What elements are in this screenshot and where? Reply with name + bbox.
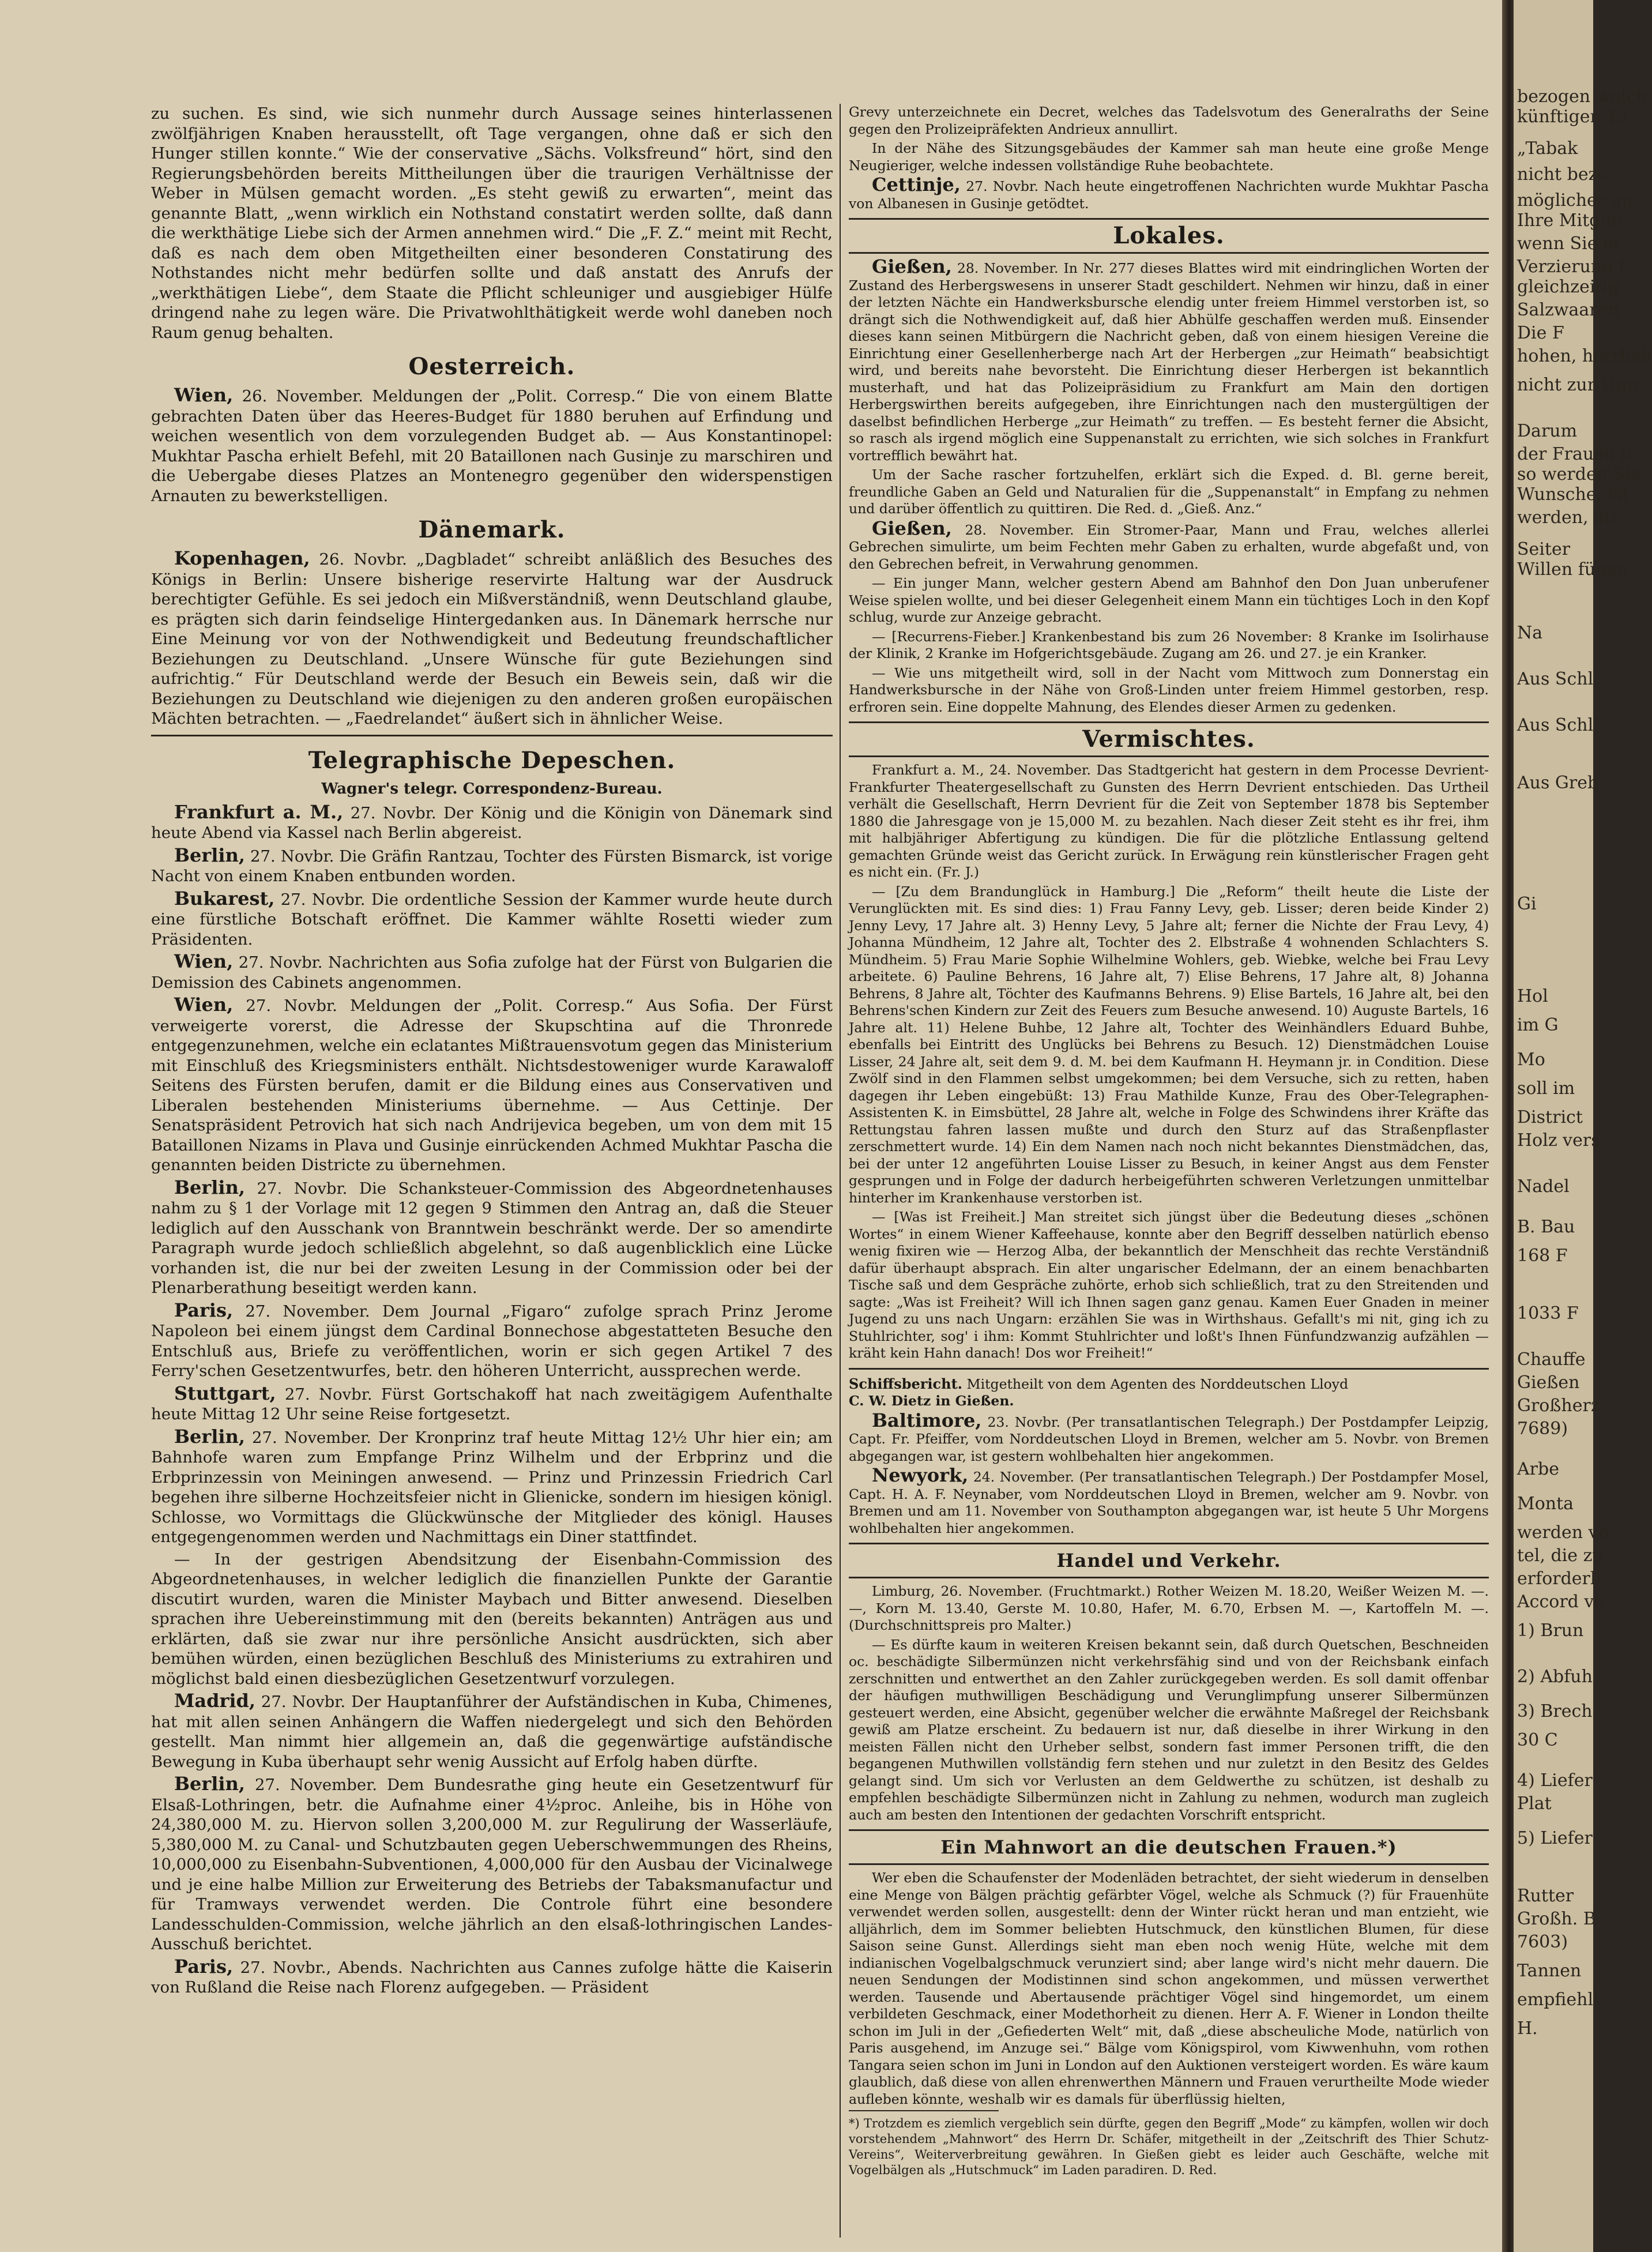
appeal-heading-box (849, 1829, 1489, 1865)
neighbor-text-fragment: Gi (1517, 894, 1537, 914)
article-text: 28. November. Ein Stromer-Paar, Mann und Frau, welches allerlei Gebrechen simulirte, um beim Fechten mehr Gaben zu erhalten, wurde abgefaßt und, von den Gebrechen befreit, in Verwahrung genommen. (849, 521, 1489, 572)
article-text: — Es dürfte kaum in weiteren Kreisen bekannt sein, daß durch Quetschen, Beschneiden oc. beschädigte Silbermünzen nicht verkehrsfähig sind und von der Reichsbank einfach zerschnitten und entwerthet an den Zahler zurückgegeben werden. Es soll damit offenbar der häufigen muthwilligen Beschädigung und Verunglimpfung unserer Silbermünzen gesteuert werden, eine Absicht, gegenüber welcher die erwähnte Maßregel der Reichsbank gewiß am Platze erscheint. Zu bedauern ist nur, daß dieselbe in ihrer Wirkung in den meisten Fällen nicht den Urheber selbst, sondern fast immer Personen trifft, die den begangenen Muthwillen vollständig fern stehen und nur zuletzt in den Besitz des Geldes gelangt sind. Um sich vor Verlusten an dem Geldwerthe zu schützen, ist deshalb zu empfehlen beschädigte Silbermünzen nicht in Zahlung zu nehmen, wodurch man zugleich auch am besten den Intentionen der gedachten Vorschrift entspricht. (849, 1636, 1489, 1823)
neighbor-text-fragment: Großherz (1517, 1396, 1600, 1416)
neighbor-text-fragment: 168 F (1517, 1246, 1568, 1266)
article-text: — In der gestrigen Abendsitzung der Eisenbahn-Commission des Abgeordnetenhauses, in welcher lediglich die finanziellen Punkte der Garantie discutirt wurden, waren die Minister Maybach und Bitter anwesend. Dieselben sprachen ihre Uebereinstimmung mit den (bereits bekannten) Anträgen aus und erklärten, daß sie zwar nur ihre persönliche Ansicht ausdrückten, sich aber bemühen würden, einen bezüglichen Beschluß des Ministeriums zu extrahiren und möglichst bald einen diesbezüglichen Gesetzentwurf vorzulegen. (151, 1550, 833, 1688)
trade-item (849, 1583, 1489, 1634)
misc-item (849, 762, 1489, 881)
neighbor-text-fragment: wenn Sie ei (1517, 234, 1619, 254)
neighbor-text-fragment: werden, als (1517, 507, 1619, 528)
neighbor-text-fragment: möglicher un (1517, 190, 1634, 210)
trade-heading-box (849, 1543, 1489, 1578)
binding-gutter (1502, 0, 1514, 2252)
column-rule (840, 104, 841, 2238)
misc-item (849, 883, 1489, 1207)
dateline-place: Kopenhagen, (174, 547, 310, 569)
article-text: 27. Novbr. Fürst Gortschakoff hat nach zweitägigem Aufenthalte heute Mittag 12 Uhr seine Reise fortgesetzt. (151, 1385, 833, 1423)
telegram-item (151, 1550, 833, 1689)
neighbor-text-fragment: 4) Liefer (1517, 1770, 1593, 1791)
telegram-item (151, 845, 833, 886)
article-cettinje (849, 176, 1489, 212)
neighbor-text-fragment: Na (1517, 623, 1543, 643)
article-text: — [Recurrens-Fieber.] Krankenbestand bis zum 26 November: 8 Kranke im Isolirhause der Klinik, 2 Kranke im Hofgerichtsgebäude. Zugang am 26. und 27. je ein Kranker. (849, 628, 1489, 661)
dateline-place: Gießen, (872, 517, 952, 539)
telegram-item (151, 1383, 833, 1424)
article-text: 27. Novbr., Abends. Nachrichten aus Cannes zufolge hätte die Kaiserin von Rußland die Reise nach Florenz aufgegeben. — Präsident (151, 1958, 833, 1997)
continuation-paragraph: Grevy unterzeichnete ein Decret, welches das Tadelsvotum des Generalraths der Seine gegen den Prolizeipräfekten Andrieux annullirt. (849, 104, 1489, 137)
trade-item (849, 1637, 1489, 1824)
neighbor-text-fragment: künftigen Ta (1517, 107, 1627, 127)
telegram-item (151, 1774, 833, 1954)
local-item (849, 629, 1489, 663)
neighbor-text-fragment: 7603) (1517, 1932, 1568, 1952)
article-text: 27. Novbr. Nach heute eingetroffenen Nachrichten wurde Mukhtar Pascha von Albanesen in Gusinje getödtet. (849, 178, 1489, 212)
telegram-item (151, 952, 833, 992)
neighbor-text-fragment: Hol (1517, 986, 1548, 1006)
dateline-place: Berlin, (174, 1773, 245, 1795)
article-text: 26. November. Meldungen der „Polit. Corresp.“ Die von einem Blatte gebrachten Daten über das Heeres-Budget für 1880 beruhen auf Erfindung und weichen wesentlich von dem vorzulegenden Budget ab. — Aus Konstantinopel: Mukhtar Pascha erhielt Befehl, mit 20 Bataillonen nach Gusinje zu marschiren und die Uebergabe dieses Platzes an Montenegro gegenüber den widerspenstigen Arnauten zu bewerkstelligen. (151, 387, 833, 505)
dateline-place: Baltimore, (872, 1409, 982, 1431)
telegram-item (151, 995, 833, 1175)
neighbor-text-fragment: Tannen (1517, 1961, 1582, 1981)
article-text: 27. November. Dem Journal „Figaro“ zufolge sprach Prinz Jerome Napoleon bei einem jüngst dem Cardinal Bonnechose abgestatteten Besuche den Entschluß aus, Briefe zu veröffentlichen, worin er sich gegen Artikel 7 des Ferry'schen Gesetzentwurfes, betr. den höheren Unterricht, aussprechen werde. (151, 1302, 833, 1380)
right-column (849, 104, 1489, 2178)
dateline-place: Gießen, (872, 255, 952, 277)
neighbor-text-fragment: Arbe (1517, 1459, 1559, 1479)
local-item (849, 467, 1489, 518)
local-item (849, 575, 1489, 626)
neighbor-text-fragment: der Frauen h (1517, 444, 1632, 464)
intro-paragraph: zu suchen. Es sind, wie sich nunmehr durch Aussage seines hinterlassenen zwölfjährigen Knaben herausstellt, oft Tage vergangen, ohne daß er sich den Hunger stillen konnte.“ Wie der conservative „Sächs. Volksfreund“ hört, sind den Regierungsbehörden bereits Mittheilungen über die traurigen Verhältnisse der Weber in Mülsen gemacht worden. „Es steht gewiß zu erwarten“, meint das genannte Blatt, „wenn wirklich ein Nothstand constatirt werden sollte, daß dann die werkthätige Liebe sich der Armen annehmen wird.“ Die „F. Z.“ meint mit Recht, daß es nach dem oben Mitgetheilten einer besonderen Constatirung des Nothstandes nicht mehr bedürfen sollte und daß anstatt des Anrufs der „werkthätigen Liebe“, dem Staate die Pflicht schleuniger und ausgiebiger Hülfe dringend nahe zu legen wäre. Die Privatwohlthätigkeit werde wohl daneben noch Raum genug behalten. (151, 104, 833, 342)
neighbor-text-fragment: Rutter (1517, 1886, 1574, 1906)
dateline-place: Berlin, (174, 1176, 245, 1198)
article-text: 27. November. Dem Bundesrathe ging heute ein Gesetzentwurf für Elsaß-Lothringen, betr. die Aufnahme einer 4½proc. Anleihe, bis in Höhe von 24,380,000 M. zu. Hiervon sollen 3,200,000 M. zur Regulirung der Wasserläufe, 5,380,000 M. zu Canal- und Schutzbauten gegen Ueberschwemmungen des Rheins, 10,000,000 zu Eisenbahn-Subventionen, 4,000,000 für den Ausbau der Vicinalwege und je eine halbe Million zur Erweiterung des Betriebs der Tabaksmanufactur und für Tramways verwendet werden. Die Controle führt eine besondere Landesschulden-Commission, welche jährlich an den elsaß-lothringischen Landes-Ausschuß berichtet. (151, 1776, 833, 1953)
neighbor-text-fragment: bezogen welch (1517, 87, 1647, 107)
neighbor-text-fragment: Monta (1517, 1494, 1574, 1514)
neighbor-page-edge (1514, 0, 1652, 2252)
telegram-bureau: Wagner's telegr. Correspondenz-Bureau. (321, 780, 663, 798)
dateline-place: Paris, (174, 1955, 234, 1977)
article-text: 27. Novbr. Die Schanksteuer-Commission des Abgeordnetenhauses nahm zu § 1 der Vorlage mit 12 gegen 9 Stimmen den Antrag an, daß die Steuer lediglich auf den Ausschank von Branntwein beschränkt werde. Der so amendirte Paragraph wurde jedoch schließlich abgelehnt, so daß augenblicklich eine Lücke vorhanden ist, die nur bei der zweiten Lesung in der Commission oder bei der Plenarberathung beseitigt werden kann. (151, 1179, 833, 1297)
article-text: — Wie uns mitgetheilt wird, soll in der Nacht vom Mittwoch zum Donnerstag ein Handwerksbursche in der Nähe von Groß-Linden unter freiem Himmel gestorben, resp. erfroren sein. Eine doppelte Mahnung, des Elendes dieser Armen zu gedenken. (849, 664, 1489, 715)
dateline-place: Paris, (174, 1299, 234, 1321)
neighbor-text-fragment: H. (1517, 2018, 1538, 2039)
neighbor-text-fragment: hohen, herrlich (1517, 346, 1652, 366)
telegram-list (151, 802, 833, 1998)
neighbor-text-fragment: Darum (1517, 421, 1578, 441)
neighbor-text-fragment: Holz vers (1517, 1130, 1600, 1151)
dateline-place: Cettinje, (872, 174, 961, 196)
telegram-item (151, 1178, 833, 1298)
section-heading-misc: Vermischtes. (1082, 725, 1255, 753)
neighbor-text-fragment: District (1517, 1107, 1583, 1127)
trade-list (849, 1583, 1489, 1824)
section-heading-austria: Oesterreich. (408, 353, 575, 380)
neighbor-text-fragment: Gießen (1517, 1373, 1580, 1393)
article-text: — [Was ist Freiheit.] Man streitet sich jüngst über die Bedeutung dieses „schönen Wortes“ in einem Wiener Kaffeehause, konnte aber den Begriff desselben natürlich ebenso wenig fixiren wie — Herzog Alba, der bekanntlich der Menschheit das rechte Verständniß dafür überhaupt absprach. Ein alter ungarischer Edelmann, der an einem benachbarten Tische saß und dem Gespräche zuhörte, erhob sich schließlich, trat zu den Streitenden und sagte: „Was ist Freiheit? Will ich Ihnen sagen ganz genau. Kamen Euer Gnaden in meiner Jugend zu uns nach Ungarn: erzählen Sie was in Wirthshaus. Gefallt's mi nit, ging ich zu Stuhlrichter, sog' i ihm: Kommt Stuhlrichter und loßt's Ihnen Fünfundzwanzig aufzählen — kräht kein Hahn danach! Dos wor Freiheit!“ (849, 1209, 1489, 1361)
neighbor-text-fragment: Seiter (1517, 539, 1571, 559)
dateline-place: Bukarest, (174, 887, 275, 909)
dateline-place: Frankfurt a. M., (174, 800, 344, 823)
article-text: 27. Novbr. Die ordentliche Session der Kammer wurde heute durch eine fürstliche Botschaft eröffnet. Die Kammer wählte Rosetti wieder zum Präsidenten. (151, 890, 833, 949)
shipping-item (849, 1464, 1489, 1537)
shipping-item (849, 1409, 1489, 1465)
neighbor-text-fragment: Die F (1517, 323, 1564, 343)
dateline-place: Berlin, (174, 844, 245, 866)
local-item (849, 517, 1489, 573)
neighbor-text-fragment: 1033 F (1517, 1303, 1579, 1324)
telegram-item (151, 889, 833, 950)
neighbor-text-fragment: nicht zur Unn (1517, 375, 1638, 395)
telegram-item (151, 1691, 833, 1772)
article-text: 26. Novbr. „Dagbladet“ schreibt anläßlich des Besuches des Königs in Berlin: Unsere bisherige reservirte Haltung war der Ausdruck berechtigter Gefühle. Es sei jedoch ein Mißverständniß, wenn Deutschland glaube, es prägten sich darin feindselige Hintergedanken aus. In Dänemark herrsche nur Eine Meinung vor von der Nothwendigkeit und Bedeutung freundschaftlicher Beziehungen zu Deutschland. „Unsere Wünsche für gute Beziehungen sind aufrichtig.“ Für Deutschland werde der Besuch ein Beweis sein, daß wir die Beziehungen zu Deutschland wie diejenigen zu den anderen großen europäischen Mächten betrachten. — „Faedrelandet“ äußert sich in ähnlicher Weise. (151, 550, 833, 728)
article-text: 27. Novbr. Die Gräfin Rantzau, Tochter des Fürsten Bismarck, ist vorige Nacht von einem Knaben entbunden worden. (151, 847, 833, 885)
dateline-place: Berlin, (174, 1425, 245, 1448)
local-item (849, 665, 1489, 716)
article-text: 23. Novbr. (Per transatlantischen Telegraph.) Der Postdampfer Leipzig, Capt. Fr. Pfeiffer, vom Norddeutschen Lloyd in Bremen, welcher am 5. Novbr. von Bremen abgegangen war, ist gestern wohlbehalten hier angekommen. (849, 1413, 1489, 1464)
footnote-rule (849, 2110, 999, 2111)
section-divider (849, 1368, 1489, 1370)
neighbor-text-fragment: im G (1517, 1015, 1559, 1035)
neighbor-text-fragment: empfiehlt (1517, 1990, 1601, 2010)
shipping-agent-line: Mitgetheilt von dem Agenten des Norddeutschen Lloyd (962, 1375, 1349, 1392)
misc-list (849, 762, 1489, 1362)
neighbor-text-fragment: Accord ve (1517, 1592, 1605, 1612)
neighbor-text-fragment: Mo (1517, 1050, 1545, 1070)
shipping-title: Schiffsbericht. (849, 1375, 963, 1392)
neighbor-text-fragment: Ihre Mitglie (1517, 210, 1622, 231)
neighbor-text-fragment: 3) Brech (1517, 1701, 1593, 1721)
article-text: 24. November. (Per transatlantischen Telegraph.) Der Postdampfer Mosel, Capt. H. A. F. Neynaber, vom Norddeutschen Lloyd in Bremen, welcher am 9. Novbr. von Bremen und am 11. November von Southampton abgegangen war, ist heute 5 Uhr Morgens wohlbehalten hier angekommen. (849, 1469, 1489, 1536)
appeal-footnote: *) Trotzdem es ziemlich vergeblich sein dürfte, gegen den Begriff „Mode“ zu kämpfen, wollen wir doch vorstehendem „Mahnwort“ des Herrn Dr. Schäfer, mitgetheilt in der „Zeitschrift des Thier Schutz-Vereins“, Weiterverbreitung gewähren. In Gießen giebt es leider auch Geschäfte, welche mit Vogelbälgen als „Hutschmuck“ im Laden paradiren. D. Red. (849, 2116, 1489, 2177)
neighbor-text-fragment: soll im (1517, 1078, 1575, 1099)
dateline-place: Madrid, (174, 1690, 256, 1712)
neighbor-text-fragment: Aus Greb (1517, 773, 1599, 793)
neighbor-text-fragment: so werden Sie (1517, 464, 1641, 484)
shipping-list (849, 1409, 1489, 1537)
article-text: — [Zu dem Brandunglück in Hamburg.] Die „Reform“ theilt heute die Liste der Verunglückten mit. Es sind dies: 1) Frau Fanny Levy, geb. Lisser; deren beide Kinder 2) Jenny Levy, 17 Jahre alt. 3) Henny Levy, 5 Jahre alt; ferner die Nichte der Frau Levy, 4) Johanna Mündheim, 12 Jahre alt, Tochter des 2. Elbstraße 4 wohnenden Schlachters S. Mündheim. 5) Frau Marie Sophie Wilhelmine Wohlers, geb. Wiebke, welche bei Frau Levy arbeitete. 6) Pauline Behrens, 16 Jahre alt, 7) Elise Behrens, 17 Jahre alt, 8) Johanna Behrens, 8 Jahre alt, Töchter des Kaufmanns Behrens. 9) Elise Bartels, 16 Jahre alt, bei den Behrens'schen Kindern zur Zeit des Feuers zum Besuche anwesend. 10) Auguste Bartels, 16 Jahre alt. 11) Helene Buhbe, 12 Jahre alt, Tochter des Weinhändlers Eduard Buhbe, ebenfalls bei Eintritt des Unglücks bei Behrens zu Besuch. 12) Dienstmädchen Louise Lisser, 24 Jahre alt, seit dem 9. d. M. bei dem Kaufmann H. Heymann jr. in Condition. Diese Zwölf sind in den Flammen selbst umgekommen; bei dem Versuche, sich zu retten, haben dagegen ihr Leben eingebüßt: 13) Frau Mathilde Kunze, Frau des Ober-Telegraphen-Assistenten K. in Eimsbüttel, 28 Jahre alt, welche in Folge des Schwindens ihrer Kräfte das Rettungstau fahren lassen mußte und durch den Sturz auf das Straßenpflaster zerschmettert wurde. 14) Ein dem Namen nach noch nicht bekanntes Dienstmädchen, das, bei der unter 12 angeführten Louise Lisser zu Besuch, in keiner Angst aus dem Fenster gesprungen und in Folge der dadurch herbeigeführten schweren Verletzungen unmittelbar hinterher im Krankenhause verstorben ist. (849, 883, 1489, 1206)
telegram-item (151, 1427, 833, 1547)
neighbor-text-fragment: Salzwaaren (1517, 300, 1619, 320)
article-text: Um der Sache rascher fortzuhelfen, erklärt sich die Exped. d. Bl. gerne bereit, freundliche Gaben an Geld und Naturalien für die „Suppenanstalt“ in Empfang zu nehmen und darüber öffentlich zu quittiren. Die Red. d. „Gieß. Anz.“ (849, 467, 1489, 517)
section-heading-appeal: Ein Mahnwort an die deutschen Frauen.*) (940, 1836, 1397, 1858)
neighbor-text-fragment: Verzierung f (1517, 257, 1625, 277)
section-heading-denmark: Dänemark. (418, 516, 566, 543)
neighbor-text-fragment: werden vo (1517, 1522, 1609, 1543)
article-text: 27. November. Der Kronprinz traf heute Mittag 12½ Uhr hier ein; am Bahnhofe waren zum Empfange Prinz Wilhelm und der Erbprinz und die Erbprinzessin von Meiningen anwesend. — Prinz und Prinzessin Friedrich Carl begehen ihre silberne Hochzeitsfeier nicht in Glienicke, sondern im hiesigen königl. Schlosse, wo Vormittags die Glückwünsche der Mitglieder des königl. Hauses entgegengenommen werden und Nachmittags ein Diner stattfindet. (151, 1428, 833, 1546)
article-text: Frankfurt a. M., 24. November. Das Stadtgericht hat gestern in dem Processe Devrient-Frankfurter Theatergesellschaft zu Gunsten des Herrn Devrient entschieden. Das Urtheil verhält die Gesellschaft, Herrn Devrient für die Zeit von September 1878 bis September 1880 die Jahresgage von je 15,000 M. zu bezahlen. Nach dieser Zeit steht es ihr frei, ihm mit halbjähriger Abfertigung zu kündigen. Die für die plötzliche Entlassung geltend gemachten Gründe weist das Gericht zurück. In Erwägung rein künstlerischer Fragen geht es nicht ein. (Fr. J.) (849, 762, 1489, 880)
neighbor-text-fragment: tel, die zu (1517, 1546, 1604, 1566)
neighbor-text-fragment: 7689) (1517, 1419, 1568, 1439)
dateline-place: Wien, (174, 994, 234, 1016)
telegram-item (151, 802, 833, 843)
telegram-item (151, 1957, 833, 1998)
telegram-item (151, 1300, 833, 1381)
neighbor-text-fragment: B. Bau (1517, 1217, 1575, 1237)
neighbor-text-fragment: Chauffe (1517, 1349, 1586, 1370)
neighbor-text-fragment: erforderli (1517, 1569, 1602, 1589)
neighbor-text-fragment: Willen fügen (1517, 559, 1628, 580)
neighbor-text-fragment: gleichzeitig (1517, 277, 1619, 297)
article-text: 27. Novbr. Nachrichten aus Sofia zufolge hat der Fürst von Bulgarien die Demission des Cabinets angenommen. (151, 953, 833, 992)
left-column (151, 104, 833, 2000)
article-text: 28. November. In Nr. 277 dieses Blattes wird mit eindringlichen Worten der Zustand des Herbergswesens in unserer Stadt geschildert. Nehmen wir hinzu, daß in einer der letzten Nächte ein Handwerksbursche elendig unter freiem Himmel verstorben ist, so drängt sich die Nothwendigkeit auf, daß hier Abhülfe geschaffen werden muß. Einsender dieses kann seinen Mitbürgern die Nachricht geben, daß von einem hiesigen Vereine die Einrichtung einer Gesellenherberge nach Art der Herbergen „zur Heimath“ beabsichtigt wird, und bereits nahe bevorsteht. Die Einrichtung dieser Herbergen ist bekanntlich musterhaft, und hat das Polizeipräsidium zu Frankfurt am Main den dortigen Herbergswirthen bereits aufgegeben, ihre Einrichtungen nach den mustergültigen der daselbst befindlichen Herberge „zur Heimath“ zu treffen. — Es besteht ferner die Absicht, so rasch als irgend möglich eine Suppenanstalt zu errichten, wie sich solches in Frankfurt vortrefflich bewährt hat. (849, 260, 1489, 464)
article-denmark (151, 548, 833, 729)
neighbor-text-fragment: Plat (1517, 1794, 1552, 1814)
shipping-agent: C. W. Dietz in Gießen. (849, 1393, 1014, 1409)
dateline-place: Stuttgart, (174, 1382, 276, 1404)
neighbor-text-fragment: 1) Brun (1517, 1621, 1584, 1641)
neighbor-text-fragment: Nadel (1517, 1176, 1570, 1197)
neighbor-text-fragment: 30 C (1517, 1730, 1558, 1750)
appeal-text: Wer eben die Schaufenster der Modenläden betrachtet, der sieht wiederum in denselben eine Menge von Bälgen prächtig gefärbter Vögel, welche als Schmuck (?) für Frauenhüte verwendet werden sollen, ausgestellt: denn der Winter rückt heran und man entzieht, wie alljährlich, dem im Sommer beliebten Hutschmuck, den künstlichen Blumen, für diese Saison seine Gunst. Allerdings sieht man eben noch wenig Hüte, welche mit dem indianischen Vogelbalgschmuck verunziert sind; aber lange wird's nicht mehr dauern. Die neuen Sendungen der Modistinnen sind schon angekommen, und müssen verwerthet werden. Tausende und Abertausende prächtiger Vögel sind hingemordet, um einem verbildeten Geschmack, einer Modethorheit zu dienen. Herr A. F. Wiener in London theilte schon im Juli in der „Gefiederten Welt“ mit, daß „diese abscheuliche Mode, natürlich von Paris ausgehend, im Anzuge sei.“ Bälge vom Königspirol, vom Kiwwenhuhn, vom rothen Tangara seien schon im Juni in London auf den Auktionen versteigert worden. Es wäre kaum glaublich, daß diese von allen ehrenwerthen Männern und Frauen verurtheilte Mode wieder aufleben könnte, weshalb wir es damals für überflüssig hielten, (849, 1870, 1489, 2107)
neighbor-text-fragment: „Tabak (1517, 138, 1578, 159)
neighbor-text-fragment: Aus Schl (1517, 669, 1594, 689)
section-heading-telegrams: Telegraphische Depeschen. (308, 746, 676, 774)
neighbor-text-fragment: Wunsche, ist (1517, 484, 1629, 505)
article-text: 27. Novbr. Der Hauptanführer der Aufständischen in Kuba, Chimenes, hat mit allen seinen Anhängern die Waffen niedergelegt und sich den Behörden gestellt. Man nimmt hier allgemein an, daß die gegenwärtige aufständische Bewegung in Kuba überhaupt sehr wenig Aussicht auf Erfolg haben dürfte. (151, 1693, 833, 1771)
article-text: 27. Novbr. Der König und die Königin von Dänemark sind heute Abend via Kassel nach Berlin abgereist. (151, 803, 833, 842)
dateline-place: Wien, (174, 950, 234, 972)
article-text: 27. Novbr. Meldungen der „Polit. Corresp.“ Aus Sofia. Der Fürst verweigerte vorerst, die Adresse der Skupschtina auf die Thronrede entgegenzunehmen, welche ein eclatantes Mißtrauensvotum gegen das Ministerium mit Einschluß des Kriegsministers enthält. Nichtsdestoweniger wurde Karawaloff Seitens des Fürsten berufen, damit er die Bildung eines aus Conservativen und Liberalen bestehenden Ministeriums übernehme. — Aus Cettinje. Der Senatspräsident Petrovich hat sich nach Andrijevica begeben, um von dem mit 15 Bataillonen Nizams in Plava und Gusinje einrückenden Achmed Mukhtar Pascha die genannten beiden Districte zu übernehmen. (151, 997, 833, 1174)
dateline-place: Newyork, (872, 1464, 969, 1486)
neighbor-text-fragment: 5) Liefer (1517, 1828, 1593, 1848)
continuation-paragraph: In der Nähe des Sitzungsgebäudes der Kammer sah man heute eine große Menge Neugieriger, welche indessen vollständige Ruhe beobachtete. (849, 140, 1489, 174)
shipping-header (849, 1375, 1489, 1410)
article-text: Limburg, 26. November. (Fruchtmarkt.) Rother Weizen M. 18.20, Weißer Weizen M. —.—, Korn M. 13.40, Gerste M. 10.80, Hafer, M. 6.70, Erbsen M. —, Kartoffeln M. —. (Durchschnittspreis pro Malter.) (849, 1583, 1489, 1633)
section-divider (151, 735, 833, 736)
misc-heading-box (849, 721, 1489, 757)
misc-item (849, 1209, 1489, 1362)
neighbor-text-fragment: Aus Schl (1517, 715, 1594, 735)
neighbor-text-fragment: 2) Abfuh (1517, 1667, 1593, 1687)
neighbor-text-fragment: nicht bezo (1517, 164, 1608, 185)
dateline-place: Wien, (174, 384, 234, 406)
neighbor-text-fragment: Großh. B (1517, 1909, 1596, 1929)
article-austria (151, 385, 833, 506)
local-heading-box (849, 218, 1489, 254)
local-list (849, 255, 1489, 716)
article-text: — Ein junger Mann, welcher gestern Abend am Bahnhof den Don Juan unberufener Weise spielen wollte, und bei dieser Gelegenheit einem Mann ein tüchtiges Loch in den Kopf schlug, wurde zur Anzeige gebracht. (849, 575, 1489, 625)
section-heading-local: Lokales. (1113, 222, 1225, 249)
section-heading-trade: Handel und Verkehr. (1056, 1550, 1281, 1571)
local-item (849, 255, 1489, 464)
